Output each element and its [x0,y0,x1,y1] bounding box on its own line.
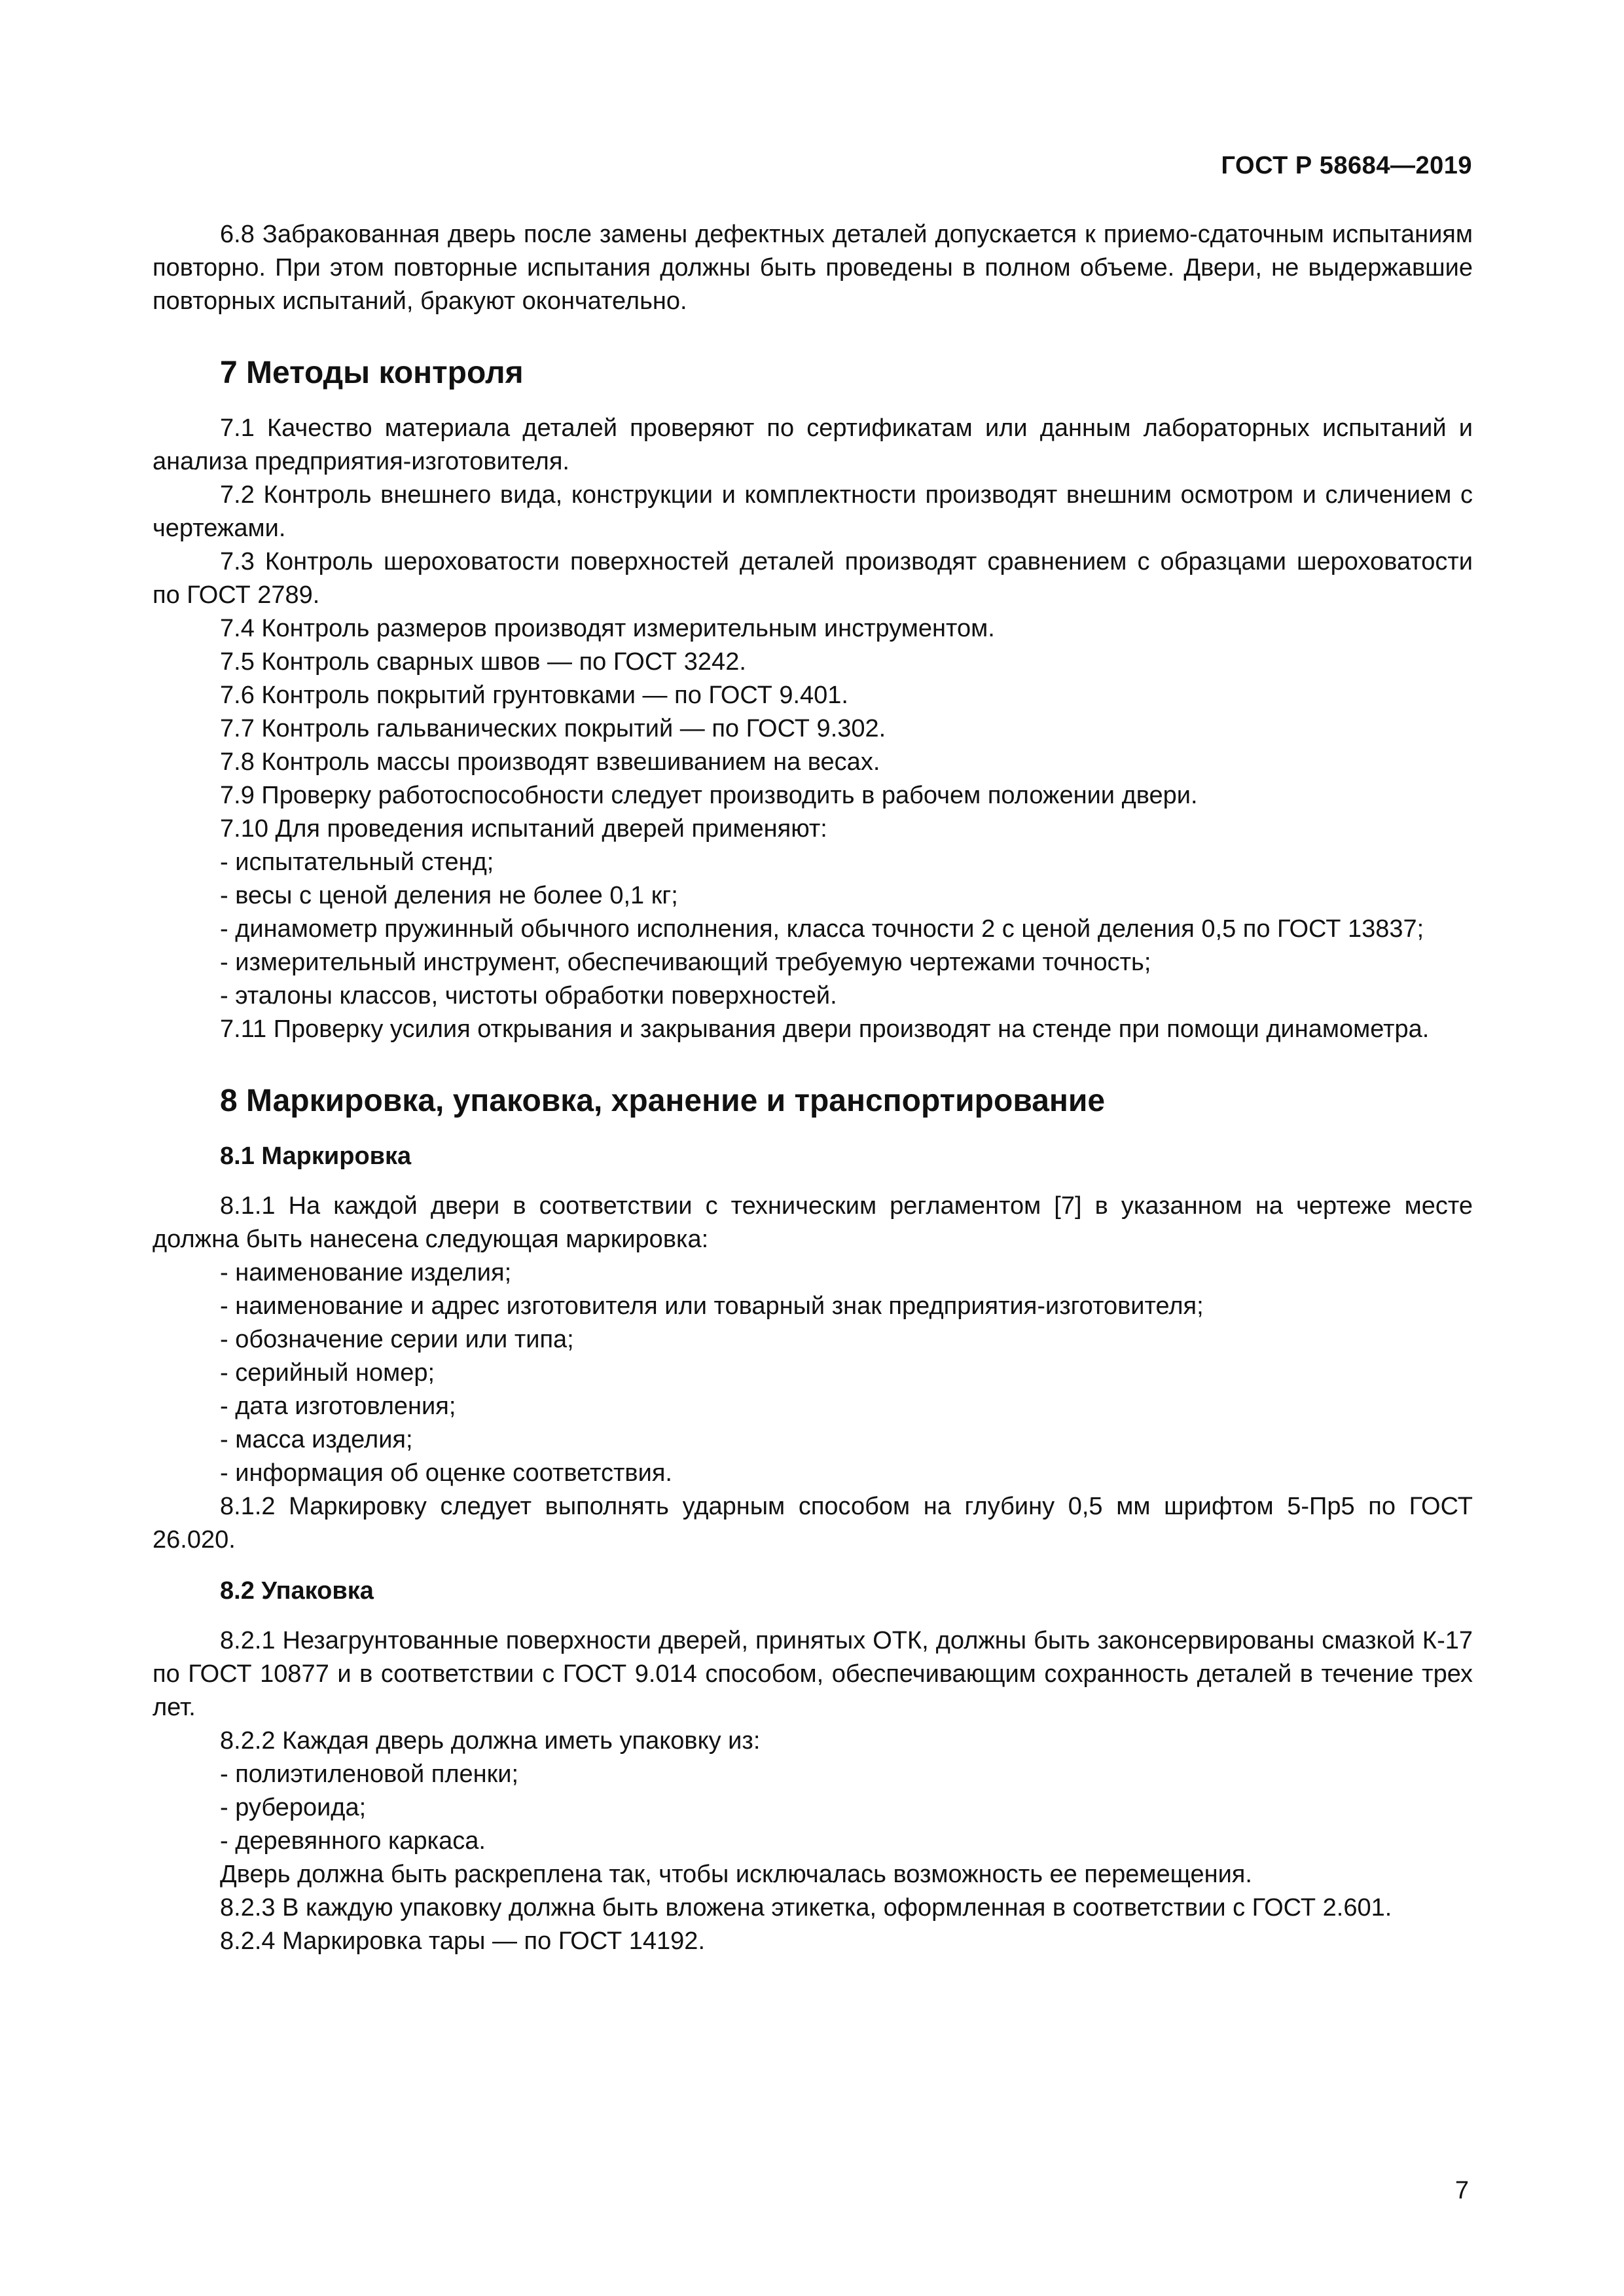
paragraph-8-2-4: 8.2.4 Маркировка тары — по ГОСТ 14192. [220,1927,705,1955]
list-item: - весы с ценой деления не более 0,1 кг; [220,882,678,909]
subsection-8-1-heading: 8.1 Маркировка [220,1142,412,1170]
paragraph-8-2-3: 8.2.3 В каждую упаковку должна быть вложена этикетка, оформленная в соответствии с ГОСТ 2.601. [220,1894,1392,1922]
paragraph-7-3: 7.3 Контроль шероховатости поверхностей деталей производят сравнением с образцами шероховатости по ГОСТ 2789. [153,548,1473,609]
page-content [153,218,1473,1958]
list-item: - дата изготовления; [220,1393,456,1420]
paragraph-7-10: 7.10 Для проведения испытаний дверей применяют: [220,815,827,843]
list-item: - деревянного каркаса. [220,1827,486,1855]
list-item: - динамометр пружинный обычного исполнения, класса точности 2 с ценой деления 0,5 по ГОСТ 13837; [220,915,1424,943]
paragraph-8-2-2-note: Дверь должна быть раскреплена так, чтобы исключалась возможность ее перемещения. [220,1861,1252,1888]
page-number: 7 [1454,2177,1469,2204]
subsection-8-2-heading: 8.2 Упаковка [220,1577,374,1605]
list-item: - наименование и адрес изготовителя или товарный знак предприятия-изготовителя; [220,1292,1204,1320]
list-item: - испытательный стенд; [220,848,494,876]
paragraph-8-1-1: 8.1.1 На каждой двери в соответствии с техническим регламентом [7] в указанном на чертеже месте должна быть нанесена следующая маркировка: [153,1192,1473,1253]
paragraph-6-8: 6.8 Забракованная дверь после замены дефектных деталей допускается к приемо-сдаточным испытаниям повторно. При этом повторные испытания должны быть проведены в полном объеме. Двери, не выдержавшие повторных испытаний, бракуют окончательно. [153,221,1473,315]
list-item: - обозначение серии или типа; [220,1326,574,1353]
paragraph-7-8: 7.8 Контроль массы производят взвешиванием на весах. [220,748,880,776]
list-item: - информация об оценке соответствия. [220,1459,672,1487]
paragraph-7-2: 7.2 Контроль внешнего вида, конструкции и комплектности производят внешним осмотром и сличением с чертежами. [153,481,1473,542]
list-item: - полиэтиленовой пленки; [220,1760,519,1788]
list-item: - эталоны классов, чистоты обработки поверхностей. [220,982,837,1010]
section-8-heading: 8 Маркировка, упаковка, хранение и транспортирование [220,1084,1106,1118]
paragraph-7-1: 7.1 Качество материала деталей проверяют по сертификатам или данным лабораторных испытаний и анализа предприятия-изготовителя. [153,414,1473,475]
paragraph-8-2-2: 8.2.2 Каждая дверь должна иметь упаковку из: [220,1727,761,1755]
list-item: - наименование изделия; [220,1259,512,1286]
paragraph-8-1-2: 8.1.2 Маркировку следует выполнять ударным способом на глубину 0,5 мм шрифтом 5-Пр5 по ГОСТ 26.020. [153,1493,1473,1554]
document-code-header: ГОСТ Р 58684—2019 [1221,152,1472,179]
list-item: - масса изделия; [220,1426,413,1453]
paragraph-7-9: 7.9 Проверку работоспособности следует производить в рабочем положении двери. [220,782,1198,809]
paragraph-7-6: 7.6 Контроль покрытий грунтовками — по ГОСТ 9.401. [220,682,848,709]
paragraph-7-7: 7.7 Контроль гальванических покрытий — по ГОСТ 9.302. [220,715,886,742]
paragraph-7-5: 7.5 Контроль сварных швов — по ГОСТ 3242. [220,648,746,676]
paragraph-7-11: 7.11 Проверку усилия открывания и закрывания двери производят на стенде при помощи динамометра. [220,1015,1430,1043]
paragraph-7-4: 7.4 Контроль размеров производят измерительным инструментом. [220,615,995,642]
section-7-heading: 7 Методы контроля [220,355,524,390]
list-item: - рубероида; [220,1794,367,1821]
list-item: - серийный номер; [220,1359,435,1387]
paragraph-8-2-1: 8.2.1 Незагрунтованные поверхности дверей, принятых ОТК, должны быть законсервированы смазкой К-17 по ГОСТ 10877 и в соответствии с ГОСТ 9.014 способом, обеспечивающим сохранность деталей в течение трех лет. [153,1627,1473,1721]
list-item: - измерительный инструмент, обеспечивающий требуемую чертежами точность; [220,949,1151,976]
